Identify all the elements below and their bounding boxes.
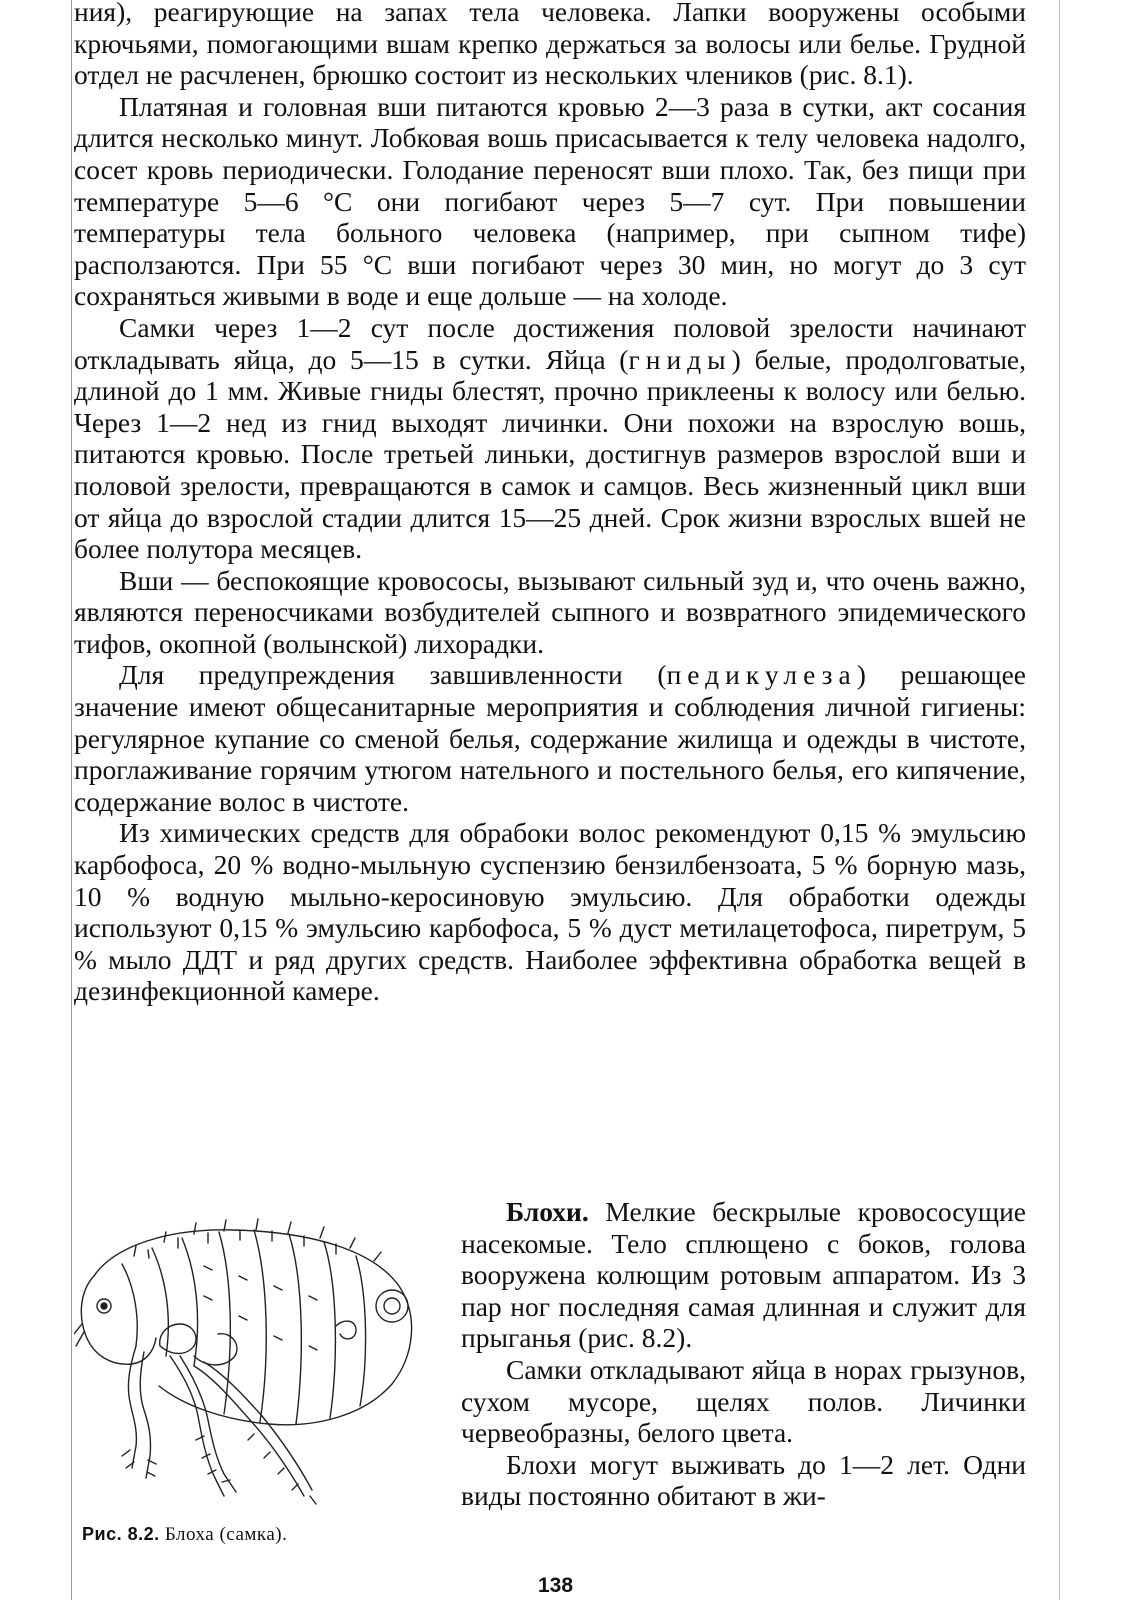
heading-fleas: Блохи. xyxy=(506,1196,589,1227)
scan-edge-left xyxy=(71,0,72,1600)
term-pediculosis: педикулеза xyxy=(666,659,857,691)
paragraph-lice-feeding: Платяная и головная вши питаются кровью 2—3 раза в сутки, акт сосания длится несколько минут. Лобковая вошь присасывается к телу человека надолго, сосет кровь периодически. Голодание переносят вши плохо. Так, без пищи при температуре 5—6 °С они погибают через 5—7 сут. При повышении температуры тела больного человека (например, при сыпном тифе) расползаются. При 55 °С вши погибают через 30 мин, но могут до 3 сут сохраняться живыми в воде и еще дольше — на холоде. xyxy=(74,90,1026,312)
prevention-text-start: Для предупреждения завшивленности ( xyxy=(119,659,667,691)
lice-eggs-text-end: ) белые, продолговатые, длиной до 1 мм. Живые гниды блестят, прочно приклеены к волосу или белью. Через 1—2 нед из гнид выходят личинки. Они похожи на взрослую вошь, питаются кровью. После третьей линьки, достигнув размеров взрослой вши и половой зрелости, превращаются в самок и самцов. Весь жизненный цикл вши от яйца до взрослой стадии длится 15—25 дней. Срок жизни взрослых вшей не более полутора месяцев. xyxy=(74,343,1026,565)
fleas-section xyxy=(74,1196,1027,1574)
paragraph-lice-anatomy: ния), реагирующие на запах тела человека. Лапки вооружены особыми крючьями, помогающими вшам крепко держаться за волосы или белье. Грудной отдел не расчленен, брюшко состоит из нескольких члеников (рис. 8.1). xyxy=(74,0,1026,91)
prevention-text-end: ) решающее значение имеют общесанитарные мероприятия и соблюдения личной гигиены: регулярное купание со сменой белья, содержание жилища и одежды в чистоте, проглаживание горячим утюгом нательного и постельного белья, его кипячение, содержание волос в чистоте. xyxy=(74,659,1026,817)
paragraph-lice-diseases: Вши — беспокоящие кровососы, вызывают сильный зуд и, что очень важно, являются переносчиками возбудителей сыпного и возвратного эпидемического тифов, окопной (волынской) лихорадки. xyxy=(74,564,1026,659)
page-number: 138 xyxy=(538,1574,574,1597)
fleas-intro-text: Мелкие бескрылые кровососущие насекомые. Тело сплющено с боков, голова вооружена колющим ротовым аппаратом. Из 3 пар ног последняя самая длинная и служит для прыганья (рис. 8.2). xyxy=(461,1196,1027,1354)
main-text xyxy=(74,0,1026,1007)
figure-label: Рис. 8.2. xyxy=(82,1524,160,1544)
figure-caption xyxy=(82,1524,287,1546)
paragraph-chemicals: Из химических средств для обрабоки волос рекомендуют 0,15 % эмульсию карбофоса, 20 % водно-мыльную суспензию бензилбензоата, 5 % борную мазь, 10 % водную мыльно-керосиновую эмульсию. Для обработки одежды используют 0,15 % эмульсию карбофоса, 5 % дуст метилацетофоса, пиретрум, 5 % мыло ДДТ и ряд других средств. Наиболее эффективна обработка вещей в дезинфекционной камере. xyxy=(74,817,1026,1007)
lice-eggs-text-start: Самки через 1—2 сут после достижения половой зрелости начинают откладывать яйца, до 5—15 в сутки. Яйца ( xyxy=(74,311,1026,375)
paragraph-fleas-eggs: Самки откладывают яйца в норах грызунов, сухом мусоре, щелях полов. Личинки червеобразны, белого цвета. xyxy=(461,1353,1026,1449)
paragraph-prevention xyxy=(74,659,1026,817)
scan-edge-right xyxy=(1059,0,1060,1600)
flea-illustration xyxy=(74,1206,434,1516)
figure-caption-text: Блоха (самка). xyxy=(164,1524,288,1545)
paragraph-fleas-intro xyxy=(461,1196,1026,1354)
figure-flea xyxy=(74,1204,444,1564)
term-nits: гниды xyxy=(628,343,732,375)
fleas-text xyxy=(461,1196,1026,1512)
paragraph-fleas-lifespan: Блохи могут выживать до 1—2 лет. Одни виды постоянно обитают в жи- xyxy=(461,1448,1026,1512)
paragraph-lice-eggs xyxy=(74,312,1026,565)
